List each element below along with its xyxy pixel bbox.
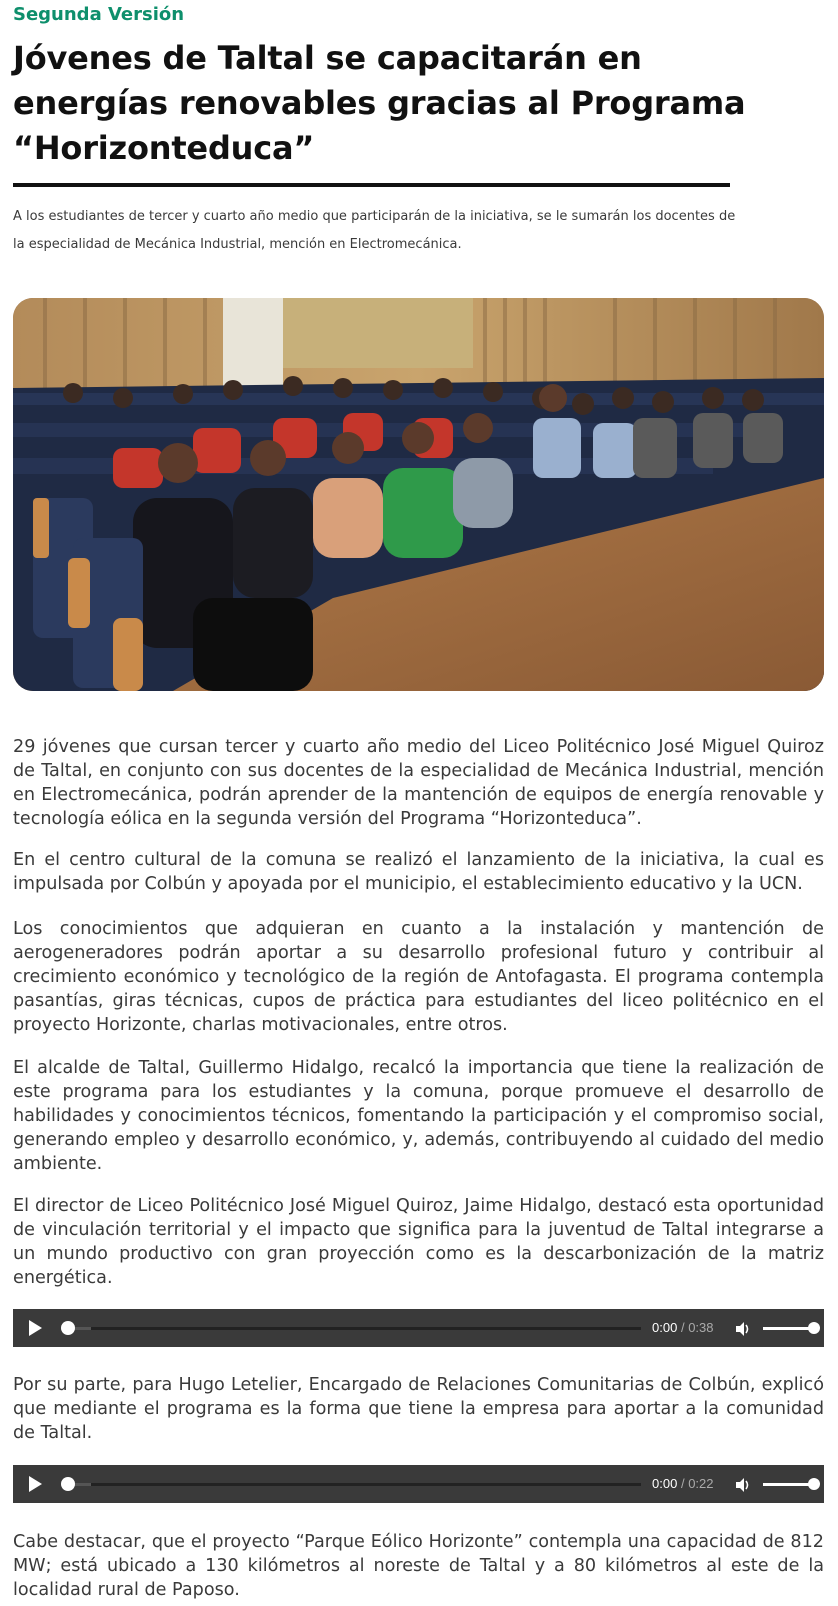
- current-time: 0:00: [652, 1320, 678, 1335]
- article-paragraph: Por su parte, para Hugo Letelier, Encargado de Relaciones Comunitarias de Colbún, explicó que mediante el programa es la forma que tiene la empresa para aportar a la comunidad de Taltal.: [13, 1375, 824, 1443]
- article-paragraph: El director de Liceo Politécnico José Miguel Quiroz, Jaime Hidalgo, destacó esta oportunidad de vinculación territorial y el impacto que significa para la juventud de Taltal integrarse a un mundo productivo con gran proyección como es la descarbonización de la matriz energética.: [13, 1196, 824, 1288]
- audio-player: [13, 1309, 824, 1347]
- article-paragraph: Los conocimientos que adquieran en cuanto a la instalación y mantención de aerogeneradores podrán aportar a su desarrollo profesional futuro y contribuir al crecimiento económico y tecnológico de la región de Antofagasta. El programa contempla pasantías, giras técnicas, cupos de práctica para estudiantes del liceo politécnico en el proyecto Horizonte, charlas motivacionales, entre otros.: [13, 919, 824, 1035]
- play-icon[interactable]: [29, 1476, 42, 1492]
- article-paragraph: En el centro cultural de la comuna se realizó el lanzamiento de la iniciativa, la cual es impulsada por Colbún y apoyada por el municipio, el establecimiento educativo y la UCN.: [13, 850, 824, 894]
- article-paragraph: El alcalde de Taltal, Guillermo Hidalgo, recalcó la importancia que tiene la realización de este programa para los estudiantes y la comuna, porque promueve el desarrollo de habilidades y conocimientos técnicos, fomentando la participación y el compromiso social, generando empleo y desarrollo económico, y, además, contribuyendo al cuidado del medio ambiente.: [13, 1058, 824, 1174]
- time-display: [652, 1320, 714, 1335]
- article-paragraph: 29 jóvenes que cursan tercer y cuarto año medio del Liceo Politécnico José Miguel Quiroz de Taltal, en conjunto con sus docentes de la especialidad de Mecánica Industrial, mención en Electromecánica, podrán aprender de la mantención de equipos de energía renovable y tecnología eólica en la segunda versión del Programa “Horizonteduca”.: [13, 737, 824, 829]
- progress-handle[interactable]: [61, 1477, 75, 1491]
- volume-slider[interactable]: [763, 1327, 813, 1330]
- current-time: 0:00: [652, 1476, 678, 1491]
- article-lead: A los estudiantes de tercer y cuarto año medio que participarán de la iniciativa, se le sumarán los docentes de la especialidad de Mecánica Industrial, mención en Electromecánica.: [13, 209, 736, 252]
- audio-player: [13, 1465, 824, 1503]
- play-icon[interactable]: [29, 1320, 42, 1336]
- auditorium-photo-illustration: [13, 298, 824, 691]
- duration: 0:38: [688, 1320, 714, 1335]
- article-kicker: Segunda Versión: [13, 4, 185, 25]
- volume-icon[interactable]: [735, 1321, 751, 1337]
- volume-handle[interactable]: [808, 1478, 820, 1490]
- duration: 0:22: [688, 1476, 714, 1491]
- volume-icon[interactable]: [735, 1477, 751, 1493]
- title-divider: [13, 183, 730, 187]
- time-separator: /: [680, 1476, 685, 1491]
- time-display: [652, 1476, 714, 1491]
- volume-handle[interactable]: [808, 1322, 820, 1334]
- article-paragraph: Cabe destacar, que el proyecto “Parque Eólico Horizonte” contempla una capacidad de 812 MW; está ubicado a 130 kilómetros al noreste de Taltal y a 80 kilómetros al este de la localidad rural de Paposo.: [13, 1532, 824, 1600]
- progress-bar[interactable]: [67, 1483, 641, 1486]
- time-separator: /: [680, 1320, 685, 1335]
- progress-bar[interactable]: [67, 1327, 641, 1330]
- volume-slider[interactable]: [763, 1483, 813, 1486]
- progress-handle[interactable]: [61, 1321, 75, 1335]
- article-title: Jóvenes de Taltal se capacitarán en energías renovables gracias al Programa “Horizonteduca”: [13, 39, 746, 167]
- article-photo: [13, 298, 824, 691]
